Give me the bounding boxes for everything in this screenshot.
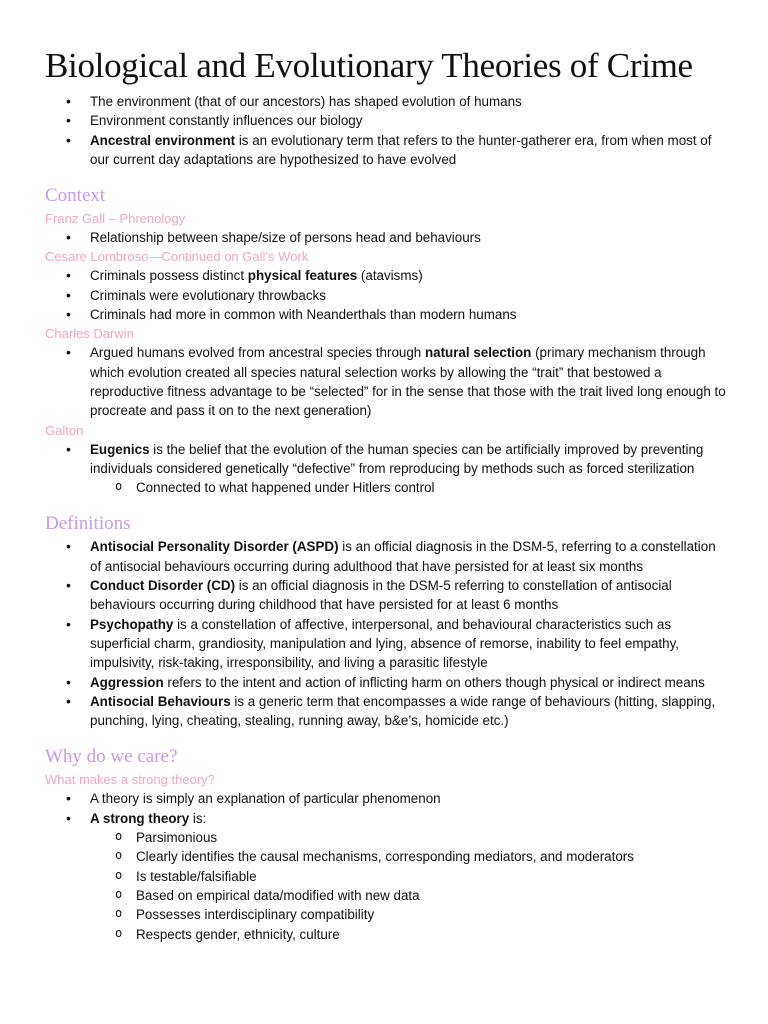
- list-item: o Parsimonious: [136, 828, 728, 847]
- subheading-lombroso: Cesare Lombroso—Continued on Gall’s Work: [45, 249, 309, 265]
- lombroso-list: [45, 266, 728, 324]
- list-item: • Argued humans evolved from ancestral species through natural selection (primary mechanism through which evolution created all species natural selection works by allowing the “trait” that bestowed a reproductive fitness advantage to be “selected” for in the sense that those with the trait lived long enough to procreate and pass it on to the next generation): [90, 343, 728, 420]
- list-item: o Possesses interdisciplinary compatibility: [136, 905, 728, 924]
- list-item: o Clearly identifies the causal mechanisms, corresponding mediators, and moderators: [136, 847, 728, 866]
- list-item: • A theory is simply an explanation of particular phenomenon: [90, 789, 728, 808]
- list-item: o Connected to what happened under Hitlers control: [136, 478, 728, 497]
- strong-theory-sublist: [90, 828, 728, 944]
- galton-sublist: [90, 478, 728, 497]
- subheading-darwin: Charles Darwin: [45, 326, 134, 342]
- section-heading-definitions: Definitions: [45, 513, 131, 535]
- list-item: • A strong theory is: o Parsimonious o Clearly identifies the causal mechanisms, corresponding mediators, and moderators o Is testable/falsifiable o Based on empirical data/modified with new data o Possesses interdisciplinary compatibility o Respects gender, ethnicity, culture: [90, 809, 728, 944]
- list-item: • Environment constantly influences our biology: [90, 111, 728, 130]
- list-item: • The environment (that of our ancestors) has shaped evolution of humans: [90, 92, 728, 111]
- section-heading-care: Why do we care?: [45, 746, 178, 768]
- section-heading-context: Context: [45, 185, 106, 207]
- care-list: [45, 789, 728, 943]
- list-item: o Based on empirical data/modified with new data: [136, 886, 728, 905]
- list-item: • Psychopathy is a constellation of affective, interpersonal, and behavioural characteristics such as superficial charm, grandiosity, manipulation and lying, absence of remorse, inability to feel empathy, impulsivity, risk-taking, irresponsibility, and living a parasitic lifestyle: [90, 615, 728, 673]
- list-item: o Is testable/falsifiable: [136, 867, 728, 886]
- definitions-list: [45, 537, 728, 730]
- list-item: • Relationship between shape/size of persons head and behaviours: [90, 228, 728, 247]
- list-item: • Ancestral environment is an evolutionary term that refers to the hunter-gatherer era, from when most of our current day adaptations are hypothesized to have evolved: [90, 131, 728, 170]
- list-item: • Eugenics is the belief that the evolution of the human species can be artificially improved by preventing individuals considered genetically “defective” from reproducing by methods such as forced sterilization o Connected to what happened under Hitlers control: [90, 440, 728, 498]
- list-item: • Antisocial Behaviours is a generic term that encompasses a wide range of behaviours (hitting, slapping, punching, lying, cheating, stealing, running away, b&e’s, homicide etc.): [90, 692, 728, 731]
- page-title: Biological and Evolutionary Theories of Crime: [45, 46, 693, 85]
- gall-list: [45, 228, 728, 247]
- darwin-list: [45, 343, 728, 420]
- list-item: • Antisocial Personality Disorder (ASPD) is an official diagnosis in the DSM-5, referring to a constellation of antisocial behaviours occurring during adulthood that have persisted for at least six months: [90, 537, 728, 576]
- list-item: o Respects gender, ethnicity, culture: [136, 925, 728, 944]
- list-item: • Conduct Disorder (CD) is an official diagnosis in the DSM-5 referring to constellation of antisocial behaviours occurring during childhood that have persisted for at least 6 months: [90, 576, 728, 615]
- list-item: • Aggression refers to the intent and action of inflicting harm on others though physical or indirect means: [90, 673, 728, 692]
- subheading-strong-theory: What makes a strong theory?: [45, 772, 215, 788]
- galton-list: [45, 440, 728, 498]
- list-item: • Criminals were evolutionary throwbacks: [90, 286, 728, 305]
- subheading-galton: Galton: [45, 422, 84, 438]
- intro-list: [45, 92, 728, 169]
- subheading-gall: Franz Gall – Phrenology: [45, 211, 186, 227]
- list-item: • Criminals possess distinct physical features (atavisms): [90, 266, 728, 285]
- list-item: • Criminals had more in common with Neanderthals than modern humans: [90, 305, 728, 324]
